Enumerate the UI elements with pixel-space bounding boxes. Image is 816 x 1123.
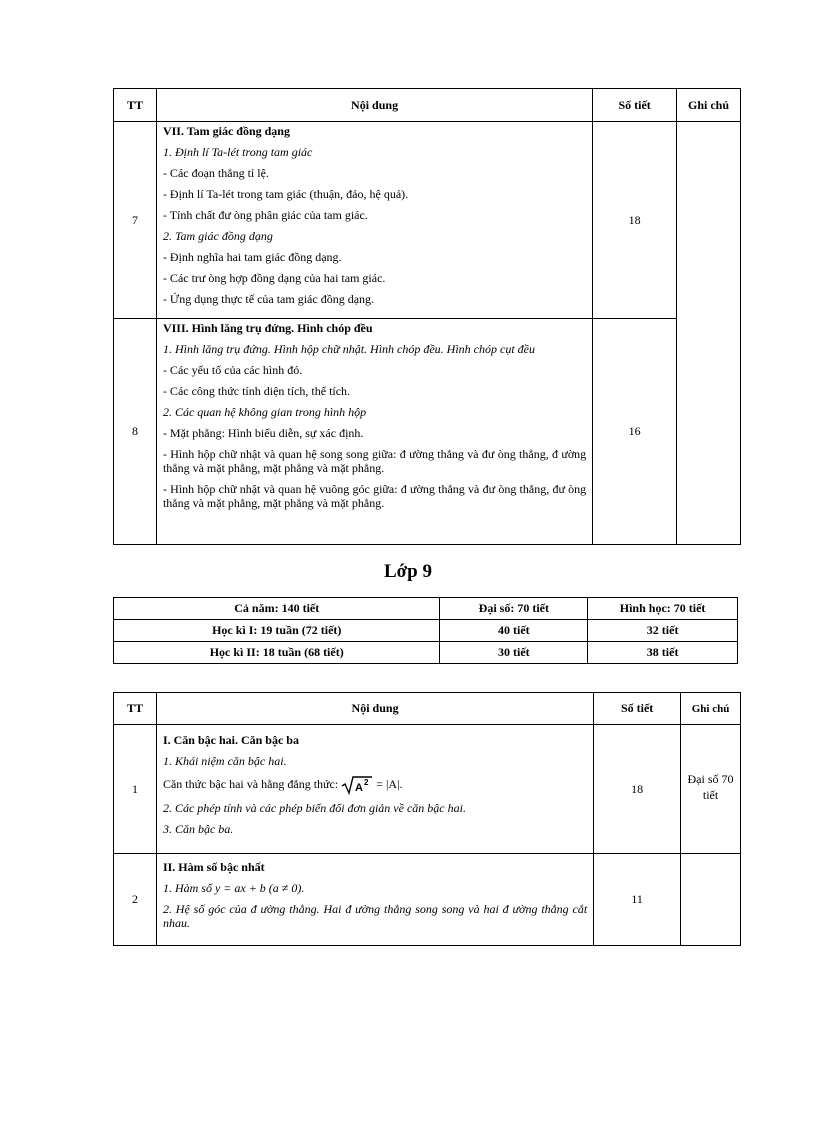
summary-table [113, 597, 738, 664]
subsection: 3. Căn bậc ba. [162, 822, 234, 836]
subsection: 2. Tam giác đồng dạng [162, 229, 273, 243]
table-row [114, 598, 738, 620]
notes-cell [681, 854, 741, 946]
row-periods: 11 [594, 854, 681, 946]
row-number: 1 [114, 725, 157, 854]
list-item: - Hình hộp chữ nhật và quan hệ vuông góc giữa: đ ường thẳng và đư òng thẳng, đư òng thẳng và mặt phẳng, mặt phẳng và mặt phẳng. [162, 482, 587, 510]
curriculum-table-grade-9 [113, 692, 741, 946]
formula-rhs: = |A|. [376, 776, 403, 791]
summary-cell: 38 tiết [588, 642, 738, 664]
formula-prefix: Căn thức bậc hai và hằng đẳng thức: [162, 776, 339, 791]
row-periods: 18 [594, 725, 681, 854]
list-item: - Các trư òng hợp đồng dạng của hai tam giác. [162, 271, 386, 285]
list-item: - Tính chất đư òng phân giác của tam giác. [162, 208, 368, 222]
summary-cell: 40 tiết [440, 620, 588, 642]
list-item: - Các đoạn thẳng tỉ lệ. [162, 166, 269, 180]
formula-line [163, 775, 587, 795]
table-row [114, 319, 741, 545]
summary-cell: Học kì I: 19 tuần (72 tiết) [114, 620, 440, 642]
section-title: I. Căn bậc hai. Căn bậc ba [162, 733, 299, 747]
grade-title: Lớp 9 [383, 561, 432, 582]
row-content [156, 122, 592, 319]
list-item: - Hình hộp chữ nhật và quan hệ song song giữa: đ ường thẳng và đư òng thẳng, đ ường thẳng và mặt phẳng, mặt phẳng và mặt phẳng. [162, 447, 587, 475]
header-notes: Ghi chú [681, 693, 741, 725]
summary-cell: Đại số: 70 tiết [440, 598, 588, 620]
list-item: - Các yếu tố của các hình đó. [162, 363, 303, 377]
subsection: 1. Định lí Ta-lét trong tam giác [162, 145, 313, 159]
row-number: 7 [114, 122, 157, 319]
sqrt-symbol [341, 775, 373, 795]
list-item: - Định lí Ta-lét trong tam giác (thuận, đảo, hệ quả). [162, 187, 409, 201]
radicand: A [355, 782, 364, 794]
exponent: 2 [364, 778, 369, 787]
note-text: Đại số 70 tiết [687, 772, 734, 802]
curriculum-table-grade-8 [113, 88, 741, 545]
summary-cell: 30 tiết [440, 642, 588, 664]
header-notes: Ghi chú [677, 89, 741, 122]
row-number: 8 [114, 319, 157, 545]
header-content: Nội dung [156, 693, 593, 725]
row-content [156, 725, 593, 854]
subsection: 2. Các phép tính và các phép biến đổi đơn giản về căn bậc hai. [162, 801, 466, 815]
subsection: 1. Khái niệm căn bậc hai. [162, 754, 287, 768]
section-title: VIII. Hình lăng trụ đứng. Hình chóp đều [162, 321, 373, 335]
subsection: 1. Hàm số y = ax + b (a ≠ 0). [162, 881, 305, 895]
list-item: - Mặt phẳng: Hình biểu diễn, sự xác định. [162, 426, 364, 440]
row-periods: 18 [593, 122, 677, 319]
subsection: 2. Các quan hệ không gian trong hình hộp [162, 405, 367, 419]
summary-cell: Cả năm: 140 tiết [114, 598, 440, 620]
row-content [156, 319, 592, 545]
list-item: - Các công thức tính diện tích, thể tích. [162, 384, 351, 398]
notes-cell [681, 725, 741, 854]
section-title: II. Hàm số bậc nhất [162, 860, 265, 874]
header-periods: Số tiết [593, 89, 677, 122]
row-content [156, 854, 593, 946]
header-content: Nội dung [156, 89, 592, 122]
list-item: - Ứng dụng thực tế của tam giác đồng dạng. [162, 292, 375, 306]
notes-cell [677, 122, 741, 545]
table-row [114, 620, 738, 642]
row-number: 2 [114, 854, 157, 946]
table-row [114, 854, 741, 946]
table-row [114, 122, 741, 319]
subsection: 2. Hệ số góc của đ ường thẳng. Hai đ ường thẳng song song và hai đ ường thẳng cắt nhau. [162, 902, 588, 930]
section-title: VII. Tam giác đồng dạng [162, 124, 290, 138]
table-row [114, 725, 741, 854]
subsection: 1. Hình lăng trụ đứng. Hình hộp chữ nhật. Hình chóp đều. Hình chóp cụt đều [162, 342, 535, 356]
header-tt: TT [114, 89, 157, 122]
row-periods: 16 [593, 319, 677, 545]
summary-cell: 32 tiết [588, 620, 738, 642]
list-item: - Định nghĩa hai tam giác đồng dạng. [162, 250, 342, 264]
header-tt: TT [114, 693, 157, 725]
table-row [114, 642, 738, 664]
summary-cell: Học kì II: 18 tuần (68 tiết) [114, 642, 440, 664]
summary-cell: Hình học: 70 tiết [588, 598, 738, 620]
header-periods: Số tiết [594, 693, 681, 725]
